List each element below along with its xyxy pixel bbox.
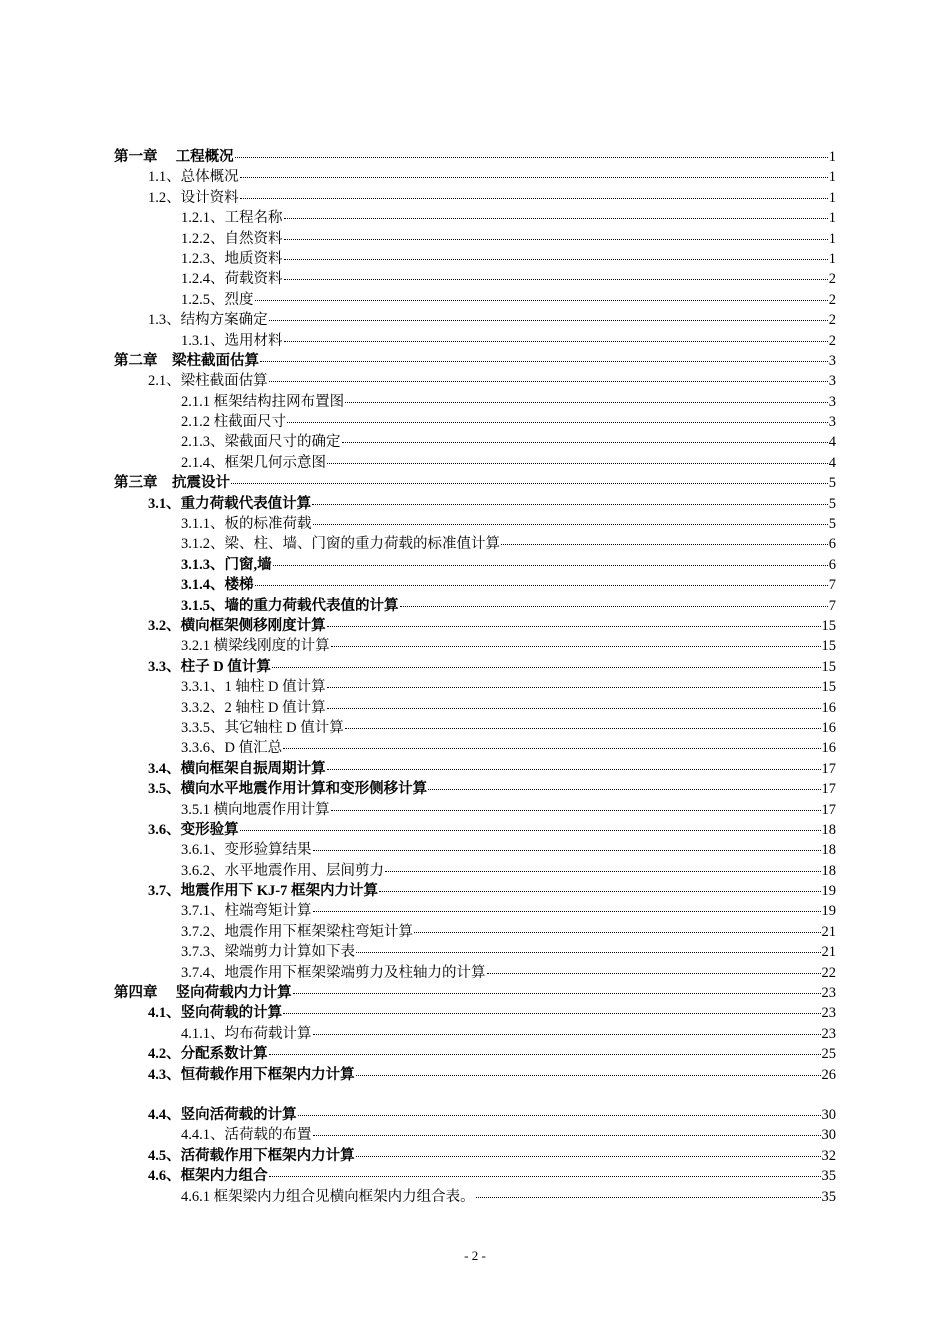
toc-entry-page: 35 bbox=[821, 1168, 836, 1185]
toc-entry-page: 18 bbox=[821, 842, 836, 859]
toc-dot-leader bbox=[269, 380, 828, 382]
toc-entry-page: 15 bbox=[821, 658, 836, 675]
toc-dot-leader bbox=[487, 972, 821, 974]
toc-entry-title: 3.7.4、地震作用下框架梁端剪力及柱轴力的计算 bbox=[181, 964, 486, 981]
toc-entry[interactable] bbox=[114, 881, 836, 901]
toc-dot-leader bbox=[284, 217, 828, 219]
toc-entry-title: 4.3、恒荷载作用下框架内力计算 bbox=[148, 1066, 355, 1083]
toc-entry[interactable] bbox=[114, 432, 836, 452]
toc-entry[interactable] bbox=[114, 494, 836, 514]
toc-entry-title: 3.3.6、D 值汇总 bbox=[181, 740, 283, 757]
toc-entry[interactable] bbox=[114, 677, 836, 697]
toc-entry-title: 2.1.4、框架几何示意图 bbox=[181, 454, 326, 471]
toc-entry[interactable] bbox=[114, 800, 836, 820]
toc-dot-leader bbox=[269, 1175, 821, 1177]
toc-entry-page: 25 bbox=[821, 1046, 836, 1063]
toc-entry[interactable] bbox=[114, 718, 836, 738]
toc-entry-page: 19 bbox=[821, 903, 836, 920]
toc-entry-page: 5 bbox=[828, 495, 836, 512]
toc-dot-leader bbox=[385, 870, 821, 872]
toc-entry-title: 第一章 工程概况 bbox=[114, 149, 234, 165]
toc-entry-title: 3.6、变形验算 bbox=[148, 821, 239, 838]
toc-entry-title: 4.6、框架内力组合 bbox=[148, 1168, 268, 1185]
toc-dot-leader bbox=[313, 523, 828, 525]
toc-entry-title: 3.1.4、楼梯 bbox=[181, 577, 254, 594]
toc-entry-title: 3.1.2、梁、柱、墙、门窗的重力荷载的标准值计算 bbox=[181, 536, 500, 553]
toc-entry[interactable] bbox=[114, 901, 836, 921]
toc-entry-page: 23 bbox=[821, 1005, 836, 1022]
toc-dot-leader bbox=[283, 1012, 820, 1014]
toc-entry[interactable] bbox=[114, 779, 836, 799]
toc-entry-title: 3.1.3、门窗,墙 bbox=[181, 556, 272, 573]
toc-entry[interactable] bbox=[114, 1166, 836, 1186]
toc-entry-page: 19 bbox=[821, 883, 836, 900]
toc-entry[interactable] bbox=[114, 371, 836, 391]
toc-entry-title: 2.1、梁柱截面估算 bbox=[148, 373, 268, 390]
toc-dot-leader bbox=[327, 686, 821, 688]
toc-entry-page: 6 bbox=[828, 556, 836, 573]
toc-entry[interactable] bbox=[114, 759, 836, 779]
toc-entry-page: 16 bbox=[821, 719, 836, 736]
toc-entry-page: 16 bbox=[821, 699, 836, 716]
toc-entry[interactable] bbox=[114, 473, 836, 493]
toc-entry[interactable] bbox=[114, 1105, 836, 1125]
toc-dot-leader bbox=[272, 666, 821, 668]
toc-entry-title: 2.1.1 框架结构拄网布置图 bbox=[181, 393, 345, 410]
toc-entry-title: 3.3.5、其它轴柱 D 值计算 bbox=[181, 719, 344, 736]
toc-dot-leader bbox=[273, 564, 828, 566]
toc-entry-title: 1.2.3、地质资料 bbox=[181, 250, 283, 267]
toc-entry[interactable] bbox=[114, 1146, 836, 1166]
toc-entry-page: 16 bbox=[821, 740, 836, 757]
toc-dot-leader bbox=[298, 1114, 821, 1116]
toc-entry-page: 17 bbox=[821, 781, 836, 798]
toc-dot-leader bbox=[283, 747, 820, 749]
page-footer-number: - 2 - bbox=[464, 1248, 486, 1263]
toc-entry-page: 21 bbox=[821, 923, 836, 940]
toc-dot-leader bbox=[379, 890, 821, 892]
toc-entry-page: 4 bbox=[828, 434, 836, 451]
toc-entry[interactable] bbox=[114, 1065, 836, 1085]
toc-dot-leader bbox=[501, 543, 828, 545]
toc-entry-page: 2 bbox=[828, 332, 836, 349]
toc-entry[interactable] bbox=[114, 310, 836, 330]
toc-entry-page: 1 bbox=[828, 250, 836, 267]
toc-dot-leader bbox=[345, 727, 821, 729]
toc-entry[interactable] bbox=[114, 269, 836, 289]
toc-entry-page: 2 bbox=[828, 312, 836, 329]
toc-entry-page: 32 bbox=[821, 1147, 836, 1164]
toc-entry[interactable] bbox=[114, 698, 836, 718]
toc-dot-leader bbox=[240, 829, 821, 831]
toc-dot-leader bbox=[356, 1074, 821, 1076]
toc-entry-page: 23 bbox=[821, 1025, 836, 1042]
toc-entry-title: 2.1.2 柱截面尺寸 bbox=[181, 414, 287, 431]
toc-entry[interactable] bbox=[114, 963, 836, 983]
toc-entry[interactable] bbox=[114, 249, 836, 269]
toc-entry-title: 4.4.1、活荷载的布置 bbox=[181, 1127, 312, 1144]
toc-entry[interactable] bbox=[114, 412, 836, 432]
toc-entry-page: 3 bbox=[828, 352, 836, 369]
toc-dot-leader bbox=[327, 625, 821, 627]
toc-entry[interactable] bbox=[114, 147, 836, 167]
toc-entry[interactable] bbox=[114, 514, 836, 534]
toc-dot-leader bbox=[428, 788, 820, 790]
toc-entry[interactable] bbox=[114, 1187, 836, 1207]
toc-entry-title: 3.2.1 横梁线刚度的计算 bbox=[181, 638, 330, 655]
toc-dot-leader bbox=[327, 462, 828, 464]
toc-entry-page: 1 bbox=[828, 169, 836, 186]
toc-entry-title: 1.2.4、荷载资料 bbox=[181, 271, 283, 288]
toc-entry-title: 1.2、设计资料 bbox=[148, 189, 239, 206]
toc-entry[interactable] bbox=[114, 188, 836, 208]
toc-entry-title: 3.7、地震作用下 KJ-7 框架内力计算 bbox=[148, 883, 378, 900]
toc-entry-page: 1 bbox=[828, 230, 836, 247]
toc-dot-leader bbox=[313, 910, 821, 912]
toc-entry-title: 第四章 竖向荷载内力计算 bbox=[114, 985, 292, 1002]
toc-entry-page: 18 bbox=[821, 821, 836, 838]
toc-entry-title: 4.1、竖向荷载的计算 bbox=[148, 1005, 283, 1022]
toc-entry-title: 4.6.1 框架梁内力组合见横向框架内力组合表。 bbox=[181, 1188, 475, 1205]
toc-entry-title: 1.3、结构方案确定 bbox=[148, 312, 268, 329]
toc-entry-page: 23 bbox=[821, 985, 836, 1002]
toc-dot-leader bbox=[312, 503, 828, 505]
toc-entry-page: 7 bbox=[828, 577, 836, 594]
toc-entry-page: 2 bbox=[828, 271, 836, 288]
toc-dot-leader bbox=[476, 1196, 821, 1198]
toc-dot-leader bbox=[235, 156, 828, 158]
toc-entry[interactable] bbox=[114, 596, 836, 616]
toc-dot-leader bbox=[284, 258, 828, 260]
toc-entry[interactable] bbox=[114, 453, 836, 473]
toc-dot-leader bbox=[284, 340, 828, 342]
toc-entry[interactable] bbox=[114, 167, 836, 187]
toc-entry-title: 1.2.5、烈度 bbox=[181, 291, 254, 308]
toc-entry-title: 4.4、竖向活荷载的计算 bbox=[148, 1106, 297, 1123]
toc-entry-title: 3.1、重力荷载代表值计算 bbox=[148, 495, 312, 512]
toc-entry-title: 1.1、总体概况 bbox=[148, 169, 239, 186]
toc-entry-title: 1.2.1、工程名称 bbox=[181, 210, 283, 227]
toc-entry-page: 17 bbox=[821, 801, 836, 818]
toc-dot-leader bbox=[269, 1053, 821, 1055]
toc-entry-page: 30 bbox=[821, 1106, 836, 1123]
toc-entry-page: 15 bbox=[821, 679, 836, 696]
toc-dot-leader bbox=[327, 768, 821, 770]
toc-entry-title: 4.2、分配系数计算 bbox=[148, 1046, 268, 1063]
toc-entry[interactable] bbox=[114, 331, 836, 351]
toc-entry[interactable] bbox=[114, 861, 836, 881]
toc-dot-leader bbox=[327, 707, 821, 709]
toc-dot-leader bbox=[231, 482, 828, 484]
toc-entry[interactable] bbox=[114, 942, 836, 962]
toc-entry-page: 1 bbox=[828, 189, 836, 206]
toc-entry-title: 3.5.1 横向地震作用计算 bbox=[181, 801, 330, 818]
toc-entry[interactable] bbox=[114, 820, 836, 840]
toc-entry-title: 3.5、横向水平地震作用计算和变形侧移计算 bbox=[148, 781, 428, 798]
toc-entry-title: 4.5、活荷载作用下框架内力计算 bbox=[148, 1147, 355, 1164]
toc-dot-leader bbox=[240, 176, 828, 178]
toc-entry[interactable] bbox=[114, 738, 836, 758]
toc-entry-title: 第三章 抗震设计 bbox=[114, 475, 230, 492]
toc-dot-leader bbox=[313, 1134, 821, 1136]
toc-entry-page: 3 bbox=[828, 373, 836, 390]
toc-entry[interactable] bbox=[114, 616, 836, 636]
toc-dot-leader bbox=[293, 992, 821, 994]
toc-dot-leader bbox=[331, 809, 821, 811]
toc-entry[interactable] bbox=[114, 1003, 836, 1023]
toc-dot-leader bbox=[269, 319, 828, 321]
toc-dot-leader bbox=[284, 238, 828, 240]
toc-dot-leader bbox=[356, 951, 821, 953]
toc-entry-page: 21 bbox=[821, 944, 836, 961]
toc-dot-leader bbox=[342, 441, 828, 443]
toc-dot-leader bbox=[400, 605, 828, 607]
toc-entry[interactable] bbox=[114, 534, 836, 554]
toc-entry-title: 3.3、柱子 D 值计算 bbox=[148, 658, 271, 675]
toc-dot-leader bbox=[356, 1155, 821, 1157]
toc-entry[interactable] bbox=[114, 229, 836, 249]
toc-dot-leader bbox=[345, 401, 828, 403]
toc-dot-leader bbox=[284, 278, 828, 280]
toc-dot-leader bbox=[255, 584, 828, 586]
toc-entry-page: 6 bbox=[828, 536, 836, 553]
toc-entry[interactable] bbox=[114, 922, 836, 942]
toc-entry[interactable] bbox=[114, 575, 836, 595]
toc-entry-title: 3.6.1、变形验算结果 bbox=[181, 842, 312, 859]
toc-dot-leader bbox=[260, 360, 828, 362]
toc-entry-page: 35 bbox=[821, 1188, 836, 1205]
toc-entry-title: 3.7.3、梁端剪力计算如下表 bbox=[181, 944, 355, 961]
toc-entry-title: 3.3.2、2 轴柱 D 值计算 bbox=[181, 699, 326, 716]
toc-entry-page: 22 bbox=[821, 964, 836, 981]
toc-dot-leader bbox=[313, 1033, 821, 1035]
toc-entry-title: 3.1.5、墙的重力荷载代表值的计算 bbox=[181, 597, 399, 614]
toc-entry-page: 5 bbox=[828, 516, 836, 533]
toc-entry-page: 1 bbox=[828, 210, 836, 227]
toc-entry-page: 4 bbox=[828, 454, 836, 471]
toc-entry-title: 第二章 梁柱截面估算 bbox=[114, 352, 259, 369]
toc-entry-page: 1 bbox=[828, 149, 836, 165]
toc-entry-page: 3 bbox=[828, 393, 836, 410]
toc-entry-title: 3.2、横向框架侧移刚度计算 bbox=[148, 617, 326, 634]
toc-entry-title: 3.7.2、地震作用下框架梁柱弯矩计算 bbox=[181, 923, 413, 940]
toc-entry[interactable] bbox=[114, 1024, 836, 1044]
toc-entry[interactable] bbox=[114, 1044, 836, 1064]
toc-entry-page: 30 bbox=[821, 1127, 836, 1144]
toc-dot-leader bbox=[287, 421, 828, 423]
toc-dot-leader bbox=[414, 931, 821, 933]
toc-entry[interactable] bbox=[114, 1125, 836, 1145]
toc-entry[interactable] bbox=[114, 840, 836, 860]
toc-entry-page: 7 bbox=[828, 597, 836, 614]
toc-dot-leader bbox=[331, 645, 821, 647]
toc-entry[interactable] bbox=[114, 290, 836, 310]
toc-entry-title: 1.2.2、自然资料 bbox=[181, 230, 283, 247]
toc-entry[interactable] bbox=[114, 351, 836, 371]
toc-entry-title: 3.1.1、板的标准荷载 bbox=[181, 516, 312, 533]
toc-entry-page: 15 bbox=[821, 638, 836, 655]
toc-entry-page: 18 bbox=[821, 862, 836, 879]
toc-entry[interactable] bbox=[114, 208, 836, 228]
toc-entry-title: 4.1.1、均布荷载计算 bbox=[181, 1025, 312, 1042]
toc-entry-page: 26 bbox=[821, 1066, 836, 1083]
toc-entry-page: 15 bbox=[821, 617, 836, 634]
toc-entry[interactable] bbox=[114, 555, 836, 575]
toc-entry-title: 3.3.1、1 轴柱 D 值计算 bbox=[181, 679, 326, 696]
toc-entry[interactable] bbox=[114, 392, 836, 412]
toc-entry[interactable] bbox=[114, 657, 836, 677]
toc-entry-title: 3.6.2、水平地震作用、层间剪力 bbox=[181, 862, 384, 879]
toc-dot-leader bbox=[240, 197, 828, 199]
toc-entry-page: 3 bbox=[828, 414, 836, 431]
toc-entry-page: 2 bbox=[828, 291, 836, 308]
toc-dot-leader bbox=[313, 849, 821, 851]
toc-entry[interactable] bbox=[114, 636, 836, 656]
toc-entry-title: 3.7.1、柱端弯矩计算 bbox=[181, 903, 312, 920]
toc-entry-page: 17 bbox=[821, 760, 836, 777]
toc-entry-title: 3.4、横向框架自振周期计算 bbox=[148, 760, 326, 777]
toc-dot-leader bbox=[255, 299, 828, 301]
toc-entry[interactable] bbox=[114, 983, 836, 1003]
toc-entry-page: 5 bbox=[828, 475, 836, 492]
toc-entry-title: 2.1.3、梁截面尺寸的确定 bbox=[181, 434, 341, 451]
table-of-contents bbox=[114, 147, 836, 1207]
toc-entry-title: 1.3.1、选用材料 bbox=[181, 332, 283, 349]
